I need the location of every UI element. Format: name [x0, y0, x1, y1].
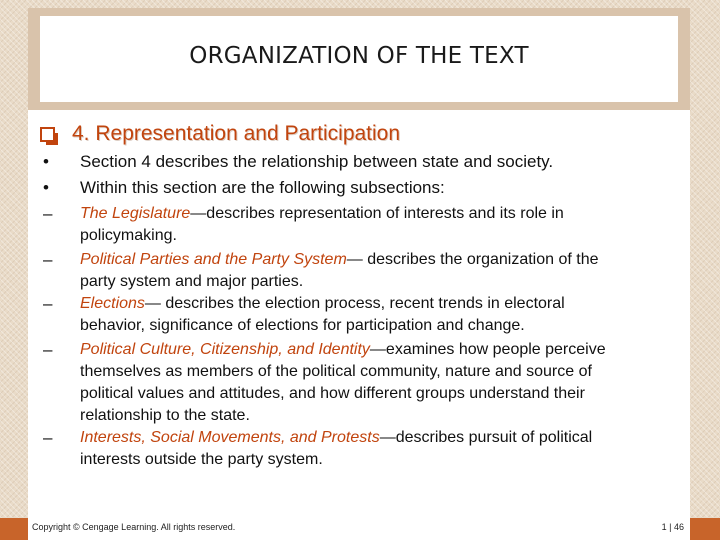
heading-text: 4. Representation and Participation [72, 122, 401, 145]
dash-bullet-icon: – [43, 204, 53, 223]
dash-bullet-icon: – [43, 340, 53, 359]
bullet-text: Within this section are the following subsections: [80, 178, 445, 197]
checkbox-bullet-icon [40, 127, 55, 142]
subsection-name: Interests, Social Movements, and Protests [80, 429, 380, 446]
subsection-desc: —describes pursuit of political [379, 429, 593, 446]
subsection-name: Elections [80, 295, 145, 312]
subsection-desc-cont: party system and major parties. [80, 273, 304, 290]
slide-title: ORGANIZATION OF THE TEXT [189, 43, 529, 69]
title-panel [40, 16, 678, 102]
subsection-item [80, 249, 598, 271]
title-frame [28, 8, 690, 110]
subsection-item [80, 293, 565, 315]
subsection-desc: —examines how people perceive [369, 341, 606, 358]
section-heading [40, 122, 400, 146]
subsection-desc-cont: relationship to the state. [80, 407, 250, 424]
subsection-item [80, 339, 606, 361]
page-number: 1 | 46 [661, 522, 684, 532]
subsection-desc: — describes the organization of the [346, 251, 599, 268]
subsection-item [80, 427, 592, 449]
subsection-desc-cont: themselves as members of the political community, nature and source of [80, 363, 592, 380]
bullet-dot-icon: • [43, 152, 49, 171]
dash-bullet-icon: – [43, 294, 53, 313]
bullet-dot-icon: • [43, 178, 49, 197]
subsection-name: The Legislature [80, 205, 191, 222]
subsection-name: Political Parties and the Party System [80, 251, 347, 268]
subsection-desc-cont: interests outside the party system. [80, 451, 323, 468]
bullet-text: Section 4 describes the relationship between state and society. [80, 152, 554, 171]
subsection-item [80, 203, 564, 225]
subsection-desc-cont: political values and attitudes, and how different groups understand their [80, 385, 585, 402]
subsection-desc-cont: behavior, significance of elections for participation and change. [80, 317, 525, 334]
copyright-text: Copyright © Cengage Learning. All rights reserved. [32, 522, 236, 532]
subsection-desc-cont: policymaking. [80, 227, 177, 244]
subsection-desc: —describes representation of interests and its role in [190, 205, 564, 222]
dash-bullet-icon: – [43, 250, 53, 269]
dash-bullet-icon: – [43, 428, 53, 447]
subsection-name: Political Culture, Citizenship, and Identity [80, 341, 370, 358]
subsection-desc: — describes the election process, recent trends in electoral [144, 295, 565, 312]
